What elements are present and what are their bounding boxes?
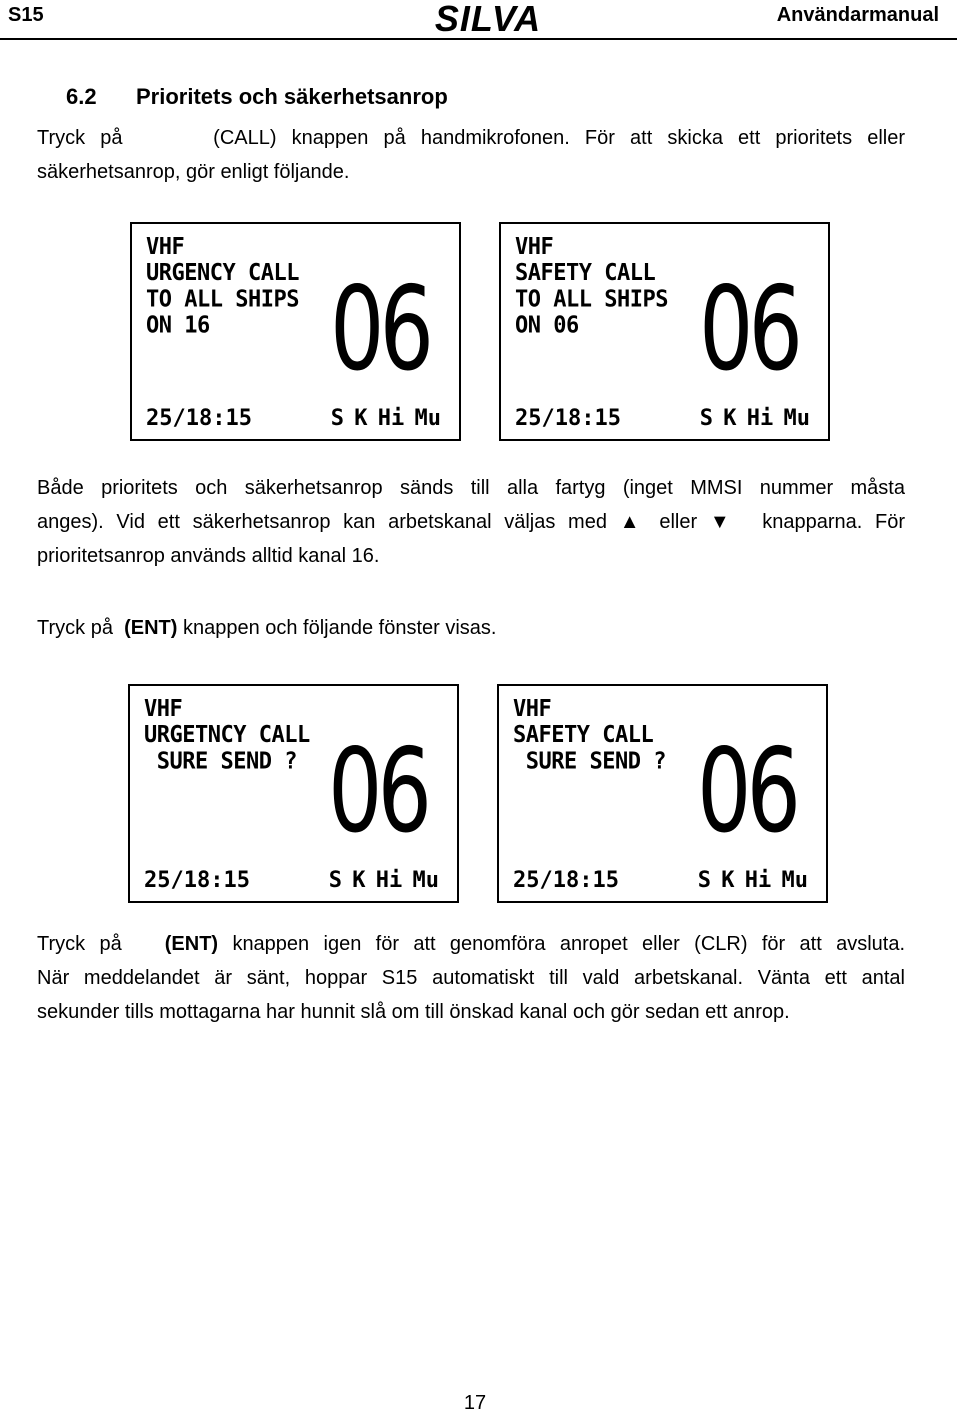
explanation-line-2: anges). Vid ett säkerhetsanrop kan arbetskanal väljas med ▲ eller ▼ knapparna. För <box>37 511 906 533</box>
lcd-channel: 06 <box>328 724 428 859</box>
lcd-time: 25/18:15 <box>513 868 619 893</box>
lcd-time: 25/18:15 <box>144 868 250 893</box>
header-divider <box>0 38 957 40</box>
lcd-screen-safety-confirm <box>497 684 828 903</box>
explanation-line-3: prioritetsanrop används alltid kanal 16. <box>37 545 380 567</box>
down-arrow-icon: ▼ <box>709 511 737 533</box>
lcd-text: VHF SAFETY CALL TO ALL SHIPS ON 06 <box>515 234 668 339</box>
lcd-time: 25/18:15 <box>515 406 621 431</box>
ent-instruction: Tryck på (ENT) knappen och följande fönster visas. <box>37 617 497 639</box>
section-heading <box>66 84 448 110</box>
final-line-2: När meddelandet är sänt, hoppar S15 automatiskt till vald arbetskanal. Vänta ett antal <box>37 967 905 989</box>
lcd-channel: 06 <box>330 262 430 397</box>
ent-key-label: (ENT) <box>164 933 219 955</box>
explanation-line-1: Både prioritets och säkerhetsanrop sänds till alla fartyg (inget MMSI nummer måsta <box>37 477 905 499</box>
document-model: S15 <box>8 4 44 26</box>
lcd-text: VHF URGENCY CALL TO ALL SHIPS ON 16 <box>146 234 299 339</box>
up-arrow-icon: ▲ <box>619 511 647 533</box>
final-paragraph <box>37 927 905 1029</box>
section-number: 6.2 <box>66 84 97 109</box>
lcd-status: S K Hi Mu <box>328 868 439 893</box>
lcd-screen-safety-call <box>499 222 830 441</box>
lcd-status: S K Hi Mu <box>330 406 441 431</box>
page-number: 17 <box>463 1392 487 1414</box>
intro-paragraph <box>37 121 905 189</box>
lcd-status: S K Hi Mu <box>697 868 808 893</box>
lcd-text: VHF URGETNCY CALL SURE SEND ? <box>144 696 310 775</box>
lcd-channel: 06 <box>699 262 799 397</box>
explanation-paragraph <box>37 471 905 573</box>
lcd-screen-urgency-confirm <box>128 684 459 903</box>
final-line-1: Tryck på (ENT) knappen igen för att genomföra anropet eller (CLR) för att avsluta. <box>37 933 906 955</box>
intro-line-1: Tryck på (CALL) knappen på handmikrofonen. För att skicka ett prioritets eller <box>37 127 905 149</box>
section-title: Prioritets och säkerhetsanrop <box>136 84 448 109</box>
lcd-text: VHF SAFETY CALL SURE SEND ? <box>513 696 666 775</box>
silva-logo-text: SILVA <box>434 2 542 36</box>
intro-line-2: säkerhetsanrop, gör enligt följande. <box>37 161 350 183</box>
lcd-status: S K Hi Mu <box>699 406 810 431</box>
ent-key-label: (ENT) <box>124 617 178 639</box>
lcd-screen-urgency-call <box>130 222 461 441</box>
lcd-time: 25/18:15 <box>146 406 252 431</box>
lcd-channel: 06 <box>697 724 797 859</box>
final-line-3: sekunder tills mottagarna har hunnit slå om till önskad kanal och gör sedan ett anrop. <box>37 1001 790 1023</box>
silva-logo <box>413 2 563 36</box>
document-title: Användarmanual <box>776 4 939 26</box>
